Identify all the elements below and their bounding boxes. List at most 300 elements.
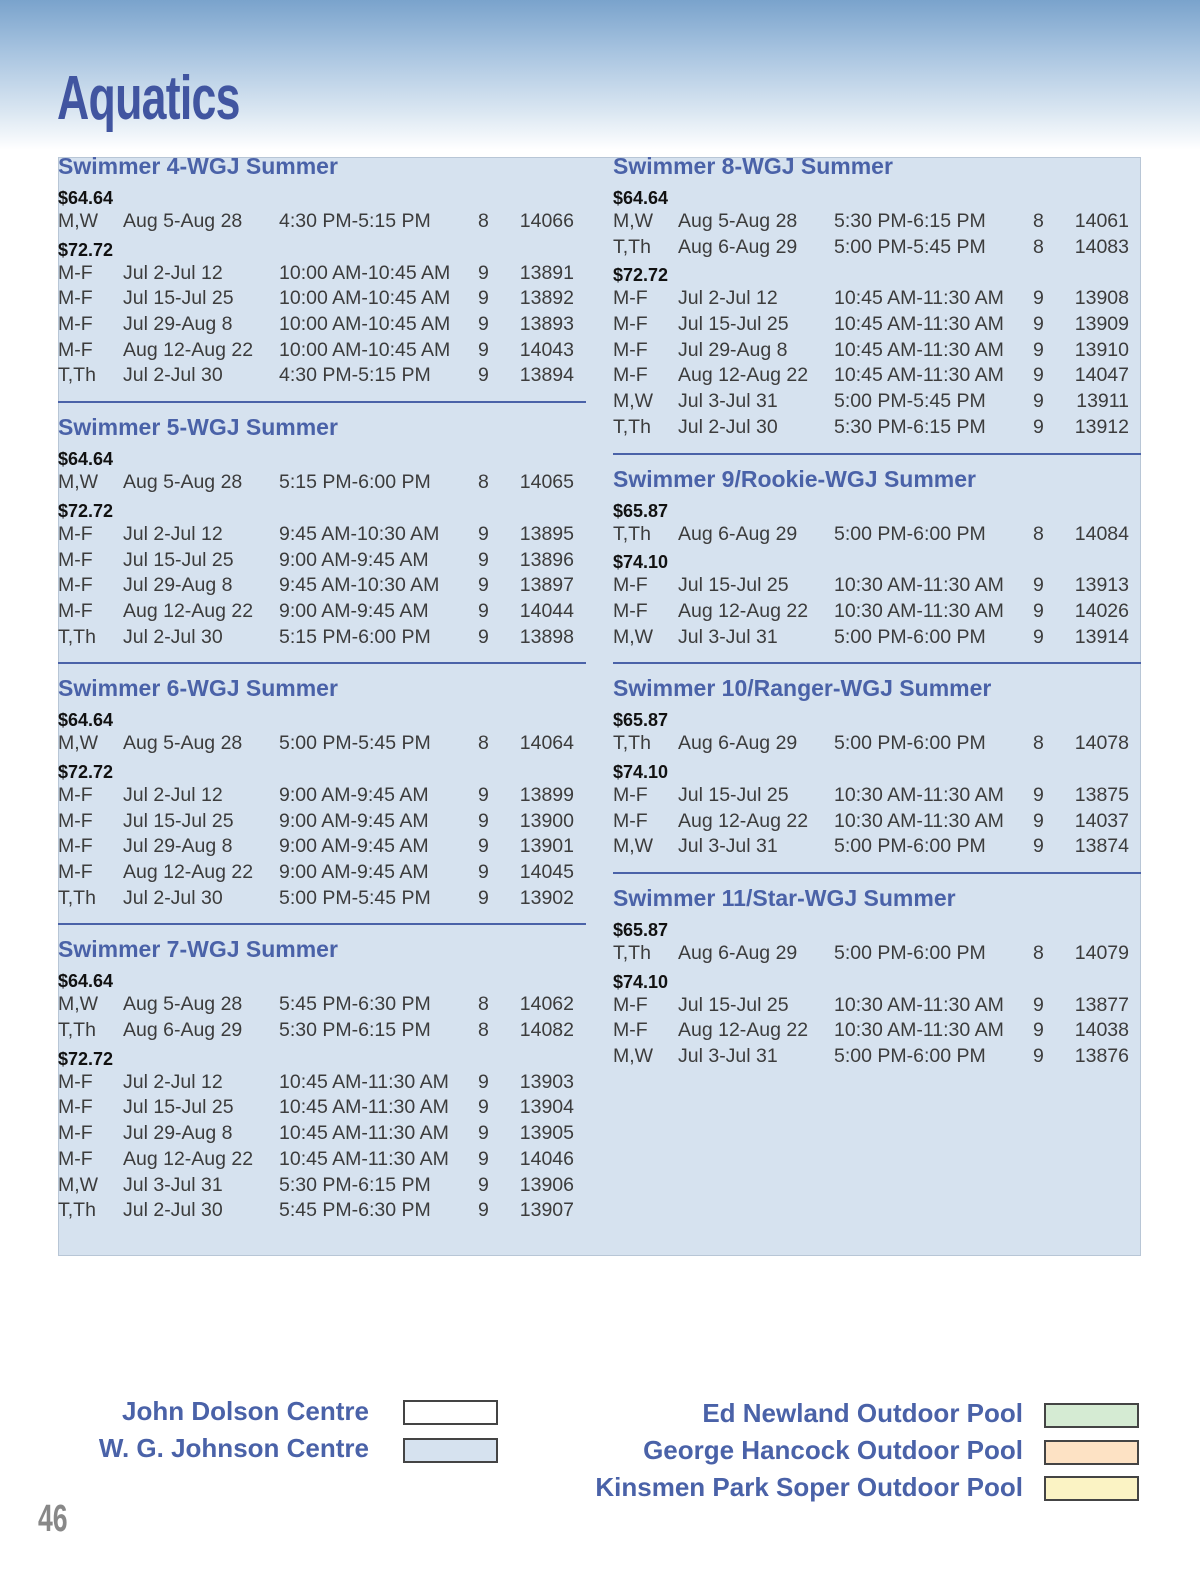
section-divider xyxy=(58,662,586,664)
dates-cell: Jul 29-Aug 8 xyxy=(123,835,233,858)
schedule-row xyxy=(58,731,586,757)
days-cell: T,Th xyxy=(613,732,651,755)
sessions-cell: 9 xyxy=(478,574,489,597)
schedule-row xyxy=(613,573,1141,599)
time-cell: 10:30 AM-11:30 AM xyxy=(834,574,1004,597)
sessions-cell: 9 xyxy=(1033,287,1044,310)
course-code-cell: 13891 xyxy=(519,261,574,284)
schedule-row xyxy=(613,834,1141,860)
course-code-cell: 14065 xyxy=(519,471,574,494)
days-cell: M,W xyxy=(613,1045,654,1068)
price-label: $72.72 xyxy=(58,1048,114,1069)
legend-swatch-george-hancock xyxy=(1044,1440,1139,1465)
time-cell: 9:45 AM-10:30 AM xyxy=(279,574,440,597)
course-code-cell: 14037 xyxy=(1074,809,1129,832)
course-code-cell: 13913 xyxy=(1074,574,1129,597)
course-code-cell: 13910 xyxy=(1074,338,1129,361)
sessions-cell: 9 xyxy=(1033,809,1044,832)
schedule-row xyxy=(58,1095,586,1121)
days-cell: M-F xyxy=(58,783,93,806)
class-title: Swimmer 5-WGJ Summer xyxy=(58,414,338,441)
time-cell: 5:45 PM-6:30 PM xyxy=(279,993,431,1016)
schedule-row xyxy=(58,573,586,599)
schedule-row xyxy=(58,599,586,625)
time-cell: 10:45 AM-11:30 AM xyxy=(279,1096,449,1119)
course-code-cell: 13914 xyxy=(1074,625,1129,648)
dates-cell: Jul 2-Jul 30 xyxy=(123,1199,223,1222)
sessions-cell: 8 xyxy=(478,210,489,232)
schedule-row xyxy=(613,783,1141,809)
sessions-cell: 9 xyxy=(1033,574,1044,597)
schedule-row xyxy=(58,809,586,835)
days-cell: M-F xyxy=(613,599,648,622)
dates-cell: Aug 12-Aug 22 xyxy=(123,861,254,883)
course-code-cell: 13906 xyxy=(519,1173,574,1196)
sessions-cell: 8 xyxy=(1033,235,1044,258)
course-code-cell: 13892 xyxy=(519,287,574,310)
schedule-row xyxy=(58,261,586,287)
legend-swatch-kinsmen-park xyxy=(1044,1476,1139,1501)
course-code-cell: 14047 xyxy=(1074,364,1129,387)
schedule-row xyxy=(58,1173,586,1199)
price-label: $74.10 xyxy=(613,971,669,992)
sessions-cell: 9 xyxy=(478,548,489,571)
dates-cell: Jul 15-Jul 25 xyxy=(123,809,234,832)
dates-cell: Jul 15-Jul 25 xyxy=(678,993,789,1016)
days-cell: M-F xyxy=(613,574,648,597)
sessions-cell: 8 xyxy=(478,471,489,494)
schedule-row xyxy=(58,363,586,389)
dates-cell: Jul 2-Jul 30 xyxy=(123,364,223,387)
days-cell: M-F xyxy=(58,287,93,310)
time-cell: 5:00 PM-5:45 PM xyxy=(279,732,431,755)
course-code-cell: 13877 xyxy=(1074,993,1129,1016)
dates-cell: Aug 5-Aug 28 xyxy=(123,732,243,755)
schedule-row xyxy=(613,389,1141,415)
course-code-cell: 14046 xyxy=(519,1147,574,1170)
price-label: $64.64 xyxy=(58,188,114,208)
class-title: Swimmer 7-WGJ Summer xyxy=(58,936,338,963)
sessions-cell: 8 xyxy=(478,1019,489,1042)
price-label: $72.72 xyxy=(58,761,114,782)
time-cell: 9:00 AM-9:45 AM xyxy=(279,809,429,832)
time-cell: 10:30 AM-11:30 AM xyxy=(834,599,1004,622)
time-cell: 5:15 PM-6:00 PM xyxy=(279,625,431,648)
course-code-cell: 14078 xyxy=(1074,732,1129,755)
sessions-cell: 9 xyxy=(1033,390,1044,413)
course-code-cell: 13901 xyxy=(519,835,574,858)
price-label: $64.64 xyxy=(58,971,114,992)
schedule-row xyxy=(58,470,586,496)
sessions-cell: 9 xyxy=(1033,835,1044,858)
dates-cell: Aug 5-Aug 28 xyxy=(123,210,243,232)
days-cell: M,W xyxy=(58,993,99,1016)
dates-cell: Jul 15-Jul 25 xyxy=(678,313,789,336)
days-cell: M-F xyxy=(613,287,648,310)
course-code-cell: 14079 xyxy=(1074,942,1129,964)
class-title: Swimmer 4-WGJ Summer xyxy=(58,153,338,179)
time-cell: 10:45 AM-11:30 AM xyxy=(279,1147,449,1170)
dates-cell: Jul 2-Jul 12 xyxy=(123,783,223,806)
sessions-cell: 9 xyxy=(1033,625,1044,648)
schedule-row xyxy=(613,625,1141,651)
dates-cell: Aug 12-Aug 22 xyxy=(678,599,809,622)
days-cell: M-F xyxy=(58,261,93,284)
course-code-cell: 14084 xyxy=(1074,522,1129,545)
sessions-cell: 9 xyxy=(478,1147,489,1170)
days-cell: M-F xyxy=(613,783,648,806)
sessions-cell: 9 xyxy=(478,1096,489,1119)
legend-label-george-hancock: George Hancock Outdoor Pool xyxy=(643,1435,1023,1465)
time-cell: 10:45 AM-11:30 AM xyxy=(279,1122,449,1145)
schedule-row xyxy=(613,1018,1141,1044)
course-code-cell: 14083 xyxy=(1074,235,1129,258)
sessions-cell: 8 xyxy=(1033,942,1044,964)
course-code-cell: 13912 xyxy=(1074,415,1129,438)
time-cell: 9:00 AM-9:45 AM xyxy=(279,783,429,806)
course-code-cell: 14045 xyxy=(519,861,574,883)
course-code-cell: 13904 xyxy=(519,1096,574,1119)
time-cell: 5:45 PM-6:30 PM xyxy=(279,1199,431,1222)
time-cell: 5:00 PM-6:00 PM xyxy=(834,1045,986,1068)
sessions-cell: 9 xyxy=(478,287,489,310)
course-code-cell: 14043 xyxy=(519,338,574,361)
sessions-cell: 9 xyxy=(1033,599,1044,622)
price-label: $72.72 xyxy=(58,500,114,521)
time-cell: 10:45 AM-11:30 AM xyxy=(834,364,1004,387)
dates-cell: Aug 6-Aug 29 xyxy=(123,1019,243,1042)
days-cell: T,Th xyxy=(58,886,96,909)
time-cell: 10:30 AM-11:30 AM xyxy=(834,1019,1004,1042)
class-title: Swimmer 8-WGJ Summer xyxy=(613,153,893,179)
dates-cell: Aug 5-Aug 28 xyxy=(123,471,243,494)
schedule-row xyxy=(58,1070,586,1096)
course-code-cell: 14066 xyxy=(519,210,574,232)
dates-cell: Jul 3-Jul 31 xyxy=(123,1173,223,1196)
class-section xyxy=(613,872,1141,1070)
right-column xyxy=(613,150,1141,1070)
sessions-cell: 9 xyxy=(478,1070,489,1093)
course-code-cell: 13875 xyxy=(1074,783,1129,806)
sessions-cell: 9 xyxy=(478,861,489,883)
schedule-row xyxy=(613,1044,1141,1070)
dates-cell: Aug 6-Aug 29 xyxy=(678,522,798,545)
course-code-cell: 14064 xyxy=(519,732,574,755)
course-code-cell: 13909 xyxy=(1074,313,1129,336)
schedule-row xyxy=(58,209,586,235)
schedule-row xyxy=(613,338,1141,364)
days-cell: T,Th xyxy=(58,364,96,387)
sessions-cell: 9 xyxy=(478,599,489,622)
left-column xyxy=(58,150,586,1224)
course-code-cell: 13905 xyxy=(519,1122,574,1145)
sessions-cell: 9 xyxy=(478,1173,489,1196)
course-code-cell: 13896 xyxy=(519,548,574,571)
days-cell: M-F xyxy=(613,809,648,832)
sessions-cell: 9 xyxy=(478,625,489,648)
class-title: Swimmer 11/Star-WGJ Summer xyxy=(613,885,956,911)
time-cell: 4:30 PM-5:15 PM xyxy=(279,364,431,387)
days-cell: T,Th xyxy=(613,522,651,545)
dates-cell: Jul 3-Jul 31 xyxy=(678,625,778,648)
time-cell: 10:00 AM-10:45 AM xyxy=(279,287,451,310)
days-cell: T,Th xyxy=(58,1019,96,1042)
days-cell: M-F xyxy=(58,313,93,336)
page-title: Aquatics xyxy=(57,64,240,133)
dates-cell: Jul 2-Jul 12 xyxy=(123,522,223,545)
dates-cell: Aug 5-Aug 28 xyxy=(678,210,798,232)
time-cell: 9:00 AM-9:45 AM xyxy=(279,548,429,571)
time-cell: 5:00 PM-6:00 PM xyxy=(834,732,986,755)
section-divider xyxy=(613,662,1141,664)
time-cell: 5:30 PM-6:15 PM xyxy=(279,1173,431,1196)
course-code-cell: 13902 xyxy=(519,886,574,909)
days-cell: M,W xyxy=(613,835,654,858)
dates-cell: Jul 2-Jul 12 xyxy=(678,287,778,310)
section-divider xyxy=(613,453,1141,455)
time-cell: 4:30 PM-5:15 PM xyxy=(279,210,431,232)
dates-cell: Jul 2-Jul 12 xyxy=(123,261,223,284)
sessions-cell: 9 xyxy=(1033,783,1044,806)
days-cell: M,W xyxy=(58,732,99,755)
dates-cell: Jul 2-Jul 30 xyxy=(123,886,223,909)
schedule-row xyxy=(613,809,1141,835)
course-code-cell: 13876 xyxy=(1074,1045,1129,1068)
class-section xyxy=(58,923,586,1224)
dates-cell: Jul 15-Jul 25 xyxy=(123,548,234,571)
class-title: Swimmer 6-WGJ Summer xyxy=(58,675,338,702)
schedule-row xyxy=(613,235,1141,261)
time-cell: 10:00 AM-10:45 AM xyxy=(279,338,451,361)
price-label: $65.87 xyxy=(613,500,669,521)
page-number: 46 xyxy=(38,1498,68,1540)
days-cell: M-F xyxy=(58,809,93,832)
course-code-cell: 13874 xyxy=(1074,835,1129,858)
dates-cell: Jul 3-Jul 31 xyxy=(678,1045,778,1068)
section-divider xyxy=(58,401,586,403)
class-title: Swimmer 9/Rookie-WGJ Summer xyxy=(613,465,976,492)
schedule-row xyxy=(613,363,1141,389)
schedule-row xyxy=(58,1121,586,1147)
course-code-cell: 13898 xyxy=(519,625,574,648)
price-label: $65.87 xyxy=(613,710,669,731)
dates-cell: Jul 2-Jul 30 xyxy=(123,625,223,648)
days-cell: M-F xyxy=(58,338,93,361)
days-cell: M-F xyxy=(613,364,648,387)
schedule-row xyxy=(58,286,586,312)
price-label: $74.10 xyxy=(613,761,669,782)
course-code-cell: 14062 xyxy=(519,993,574,1016)
days-cell: M,W xyxy=(613,390,654,413)
schedule-row xyxy=(613,415,1141,441)
price-label: $65.87 xyxy=(613,920,669,940)
schedule-row xyxy=(58,338,586,364)
schedule-row xyxy=(613,312,1141,338)
time-cell: 5:15 PM-6:00 PM xyxy=(279,471,431,494)
dates-cell: Jul 3-Jul 31 xyxy=(678,390,778,413)
dates-cell: Aug 12-Aug 22 xyxy=(678,809,809,832)
schedule-row xyxy=(613,286,1141,312)
class-title: Swimmer 10/Ranger-WGJ Summer xyxy=(613,675,992,702)
days-cell: T,Th xyxy=(58,1199,96,1222)
time-cell: 9:45 AM-10:30 AM xyxy=(279,522,440,545)
dates-cell: Jul 3-Jul 31 xyxy=(678,835,778,858)
sessions-cell: 9 xyxy=(478,1199,489,1222)
sessions-cell: 9 xyxy=(478,1122,489,1145)
days-cell: M,W xyxy=(58,471,99,494)
class-section xyxy=(613,662,1141,860)
course-code-cell: 13911 xyxy=(1076,390,1129,413)
time-cell: 10:00 AM-10:45 AM xyxy=(279,261,451,284)
class-section xyxy=(613,453,1141,651)
section-divider xyxy=(613,872,1141,874)
dates-cell: Jul 29-Aug 8 xyxy=(678,338,788,361)
sessions-cell: 9 xyxy=(1033,338,1044,361)
schedule-row xyxy=(613,522,1141,548)
days-cell: M-F xyxy=(58,1070,93,1093)
sessions-cell: 9 xyxy=(478,835,489,858)
legend-swatch-ed-newland xyxy=(1044,1403,1139,1428)
sessions-cell: 9 xyxy=(1033,993,1044,1016)
time-cell: 5:00 PM-6:00 PM xyxy=(834,835,986,858)
legend-label-wg-johnson: W. G. Johnson Centre xyxy=(98,1433,369,1463)
course-code-cell: 13907 xyxy=(519,1199,574,1222)
schedule-row xyxy=(58,834,586,860)
days-cell: M-F xyxy=(58,599,93,622)
time-cell: 5:30 PM-6:15 PM xyxy=(834,210,986,232)
dates-cell: Aug 12-Aug 22 xyxy=(123,338,254,361)
days-cell: M-F xyxy=(613,1019,648,1042)
schedule-row xyxy=(58,1147,586,1173)
days-cell: M,W xyxy=(58,1173,99,1196)
days-cell: T,Th xyxy=(613,942,651,964)
days-cell: M,W xyxy=(613,625,654,648)
sessions-cell: 9 xyxy=(478,261,489,284)
dates-cell: Jul 15-Jul 25 xyxy=(123,287,234,310)
course-code-cell: 13895 xyxy=(519,522,574,545)
price-label: $72.72 xyxy=(58,239,114,260)
time-cell: 10:45 AM-11:30 AM xyxy=(834,338,1004,361)
course-code-cell: 13899 xyxy=(519,783,574,806)
price-label: $64.64 xyxy=(58,449,114,470)
time-cell: 10:30 AM-11:30 AM xyxy=(834,809,1004,832)
sessions-cell: 9 xyxy=(1033,415,1044,438)
time-cell: 10:30 AM-11:30 AM xyxy=(834,993,1004,1016)
price-label: $64.64 xyxy=(58,710,114,731)
sessions-cell: 9 xyxy=(1033,1019,1044,1042)
dates-cell: Jul 15-Jul 25 xyxy=(678,783,789,806)
time-cell: 10:30 AM-11:30 AM xyxy=(834,783,1004,806)
sessions-cell: 9 xyxy=(478,809,489,832)
time-cell: 9:00 AM-9:45 AM xyxy=(279,835,429,858)
class-section xyxy=(58,662,586,911)
course-code-cell: 14026 xyxy=(1074,599,1129,622)
dates-cell: Jul 29-Aug 8 xyxy=(123,1122,233,1145)
days-cell: T,Th xyxy=(58,625,96,648)
time-cell: 10:45 AM-11:30 AM xyxy=(834,287,1004,310)
schedule-row xyxy=(613,209,1141,235)
class-section xyxy=(613,150,1141,441)
sessions-cell: 9 xyxy=(478,783,489,806)
schedule-row xyxy=(58,548,586,574)
days-cell: M,W xyxy=(613,210,654,232)
dates-cell: Aug 12-Aug 22 xyxy=(678,364,809,387)
time-cell: 5:30 PM-6:15 PM xyxy=(834,415,986,438)
price-label: $74.10 xyxy=(613,552,669,573)
sessions-cell: 8 xyxy=(1033,210,1044,232)
dates-cell: Aug 6-Aug 29 xyxy=(678,732,798,755)
dates-cell: Aug 12-Aug 22 xyxy=(678,1019,809,1042)
dates-cell: Aug 12-Aug 22 xyxy=(123,1147,254,1170)
schedule-row xyxy=(58,522,586,548)
legend-swatch-john-dolson xyxy=(403,1400,498,1425)
time-cell: 5:00 PM-6:00 PM xyxy=(834,942,986,964)
sessions-cell: 8 xyxy=(478,732,489,755)
dates-cell: Jul 15-Jul 25 xyxy=(678,574,789,597)
time-cell: 9:00 AM-9:45 AM xyxy=(279,599,429,622)
dates-cell: Aug 6-Aug 29 xyxy=(678,235,798,258)
dates-cell: Jul 29-Aug 8 xyxy=(123,313,233,336)
sessions-cell: 9 xyxy=(1033,1045,1044,1068)
dates-cell: Jul 29-Aug 8 xyxy=(123,574,233,597)
time-cell: 10:45 AM-11:30 AM xyxy=(834,313,1004,336)
sessions-cell: 9 xyxy=(1033,313,1044,336)
sessions-cell: 9 xyxy=(478,522,489,545)
course-code-cell: 13900 xyxy=(519,809,574,832)
sessions-cell: 9 xyxy=(478,364,489,387)
price-label: $72.72 xyxy=(613,265,669,286)
sessions-cell: 9 xyxy=(1033,364,1044,387)
course-code-cell: 14044 xyxy=(519,599,574,622)
legend-label-ed-newland: Ed Newland Outdoor Pool xyxy=(702,1398,1023,1428)
course-code-cell: 13893 xyxy=(519,313,574,336)
days-cell: T,Th xyxy=(613,415,651,438)
dates-cell: Aug 5-Aug 28 xyxy=(123,993,243,1016)
time-cell: 10:00 AM-10:45 AM xyxy=(279,313,451,336)
sessions-cell: 9 xyxy=(478,886,489,909)
course-code-cell: 14082 xyxy=(519,1019,574,1042)
schedule-row xyxy=(58,625,586,651)
time-cell: 5:30 PM-6:15 PM xyxy=(279,1019,431,1042)
time-cell: 5:00 PM-5:45 PM xyxy=(279,886,431,909)
class-section xyxy=(58,150,586,389)
days-cell: M-F xyxy=(58,1122,93,1145)
days-cell: M-F xyxy=(58,1096,93,1119)
schedule-row xyxy=(613,941,1141,967)
days-cell: M-F xyxy=(58,574,93,597)
dates-cell: Jul 2-Jul 12 xyxy=(123,1070,223,1093)
time-cell: 5:00 PM-5:45 PM xyxy=(834,235,986,258)
schedule-row xyxy=(58,1018,586,1044)
schedule-row xyxy=(58,783,586,809)
days-cell: M-F xyxy=(58,835,93,858)
dates-cell: Jul 2-Jul 30 xyxy=(678,415,778,438)
days-cell: M-F xyxy=(613,313,648,336)
schedule-row xyxy=(613,993,1141,1019)
time-cell: 5:00 PM-6:00 PM xyxy=(834,522,986,545)
sessions-cell: 8 xyxy=(478,993,489,1016)
price-label: $64.64 xyxy=(613,188,669,208)
schedule-row xyxy=(58,886,586,912)
days-cell: M-F xyxy=(58,1147,93,1170)
schedule-row xyxy=(58,860,586,886)
dates-cell: Aug 6-Aug 29 xyxy=(678,942,798,964)
time-cell: 10:45 AM-11:30 AM xyxy=(279,1070,449,1093)
sessions-cell: 9 xyxy=(478,313,489,336)
course-code-cell: 13897 xyxy=(519,574,574,597)
course-code-cell: 14061 xyxy=(1074,210,1129,232)
days-cell: M,W xyxy=(58,210,99,232)
